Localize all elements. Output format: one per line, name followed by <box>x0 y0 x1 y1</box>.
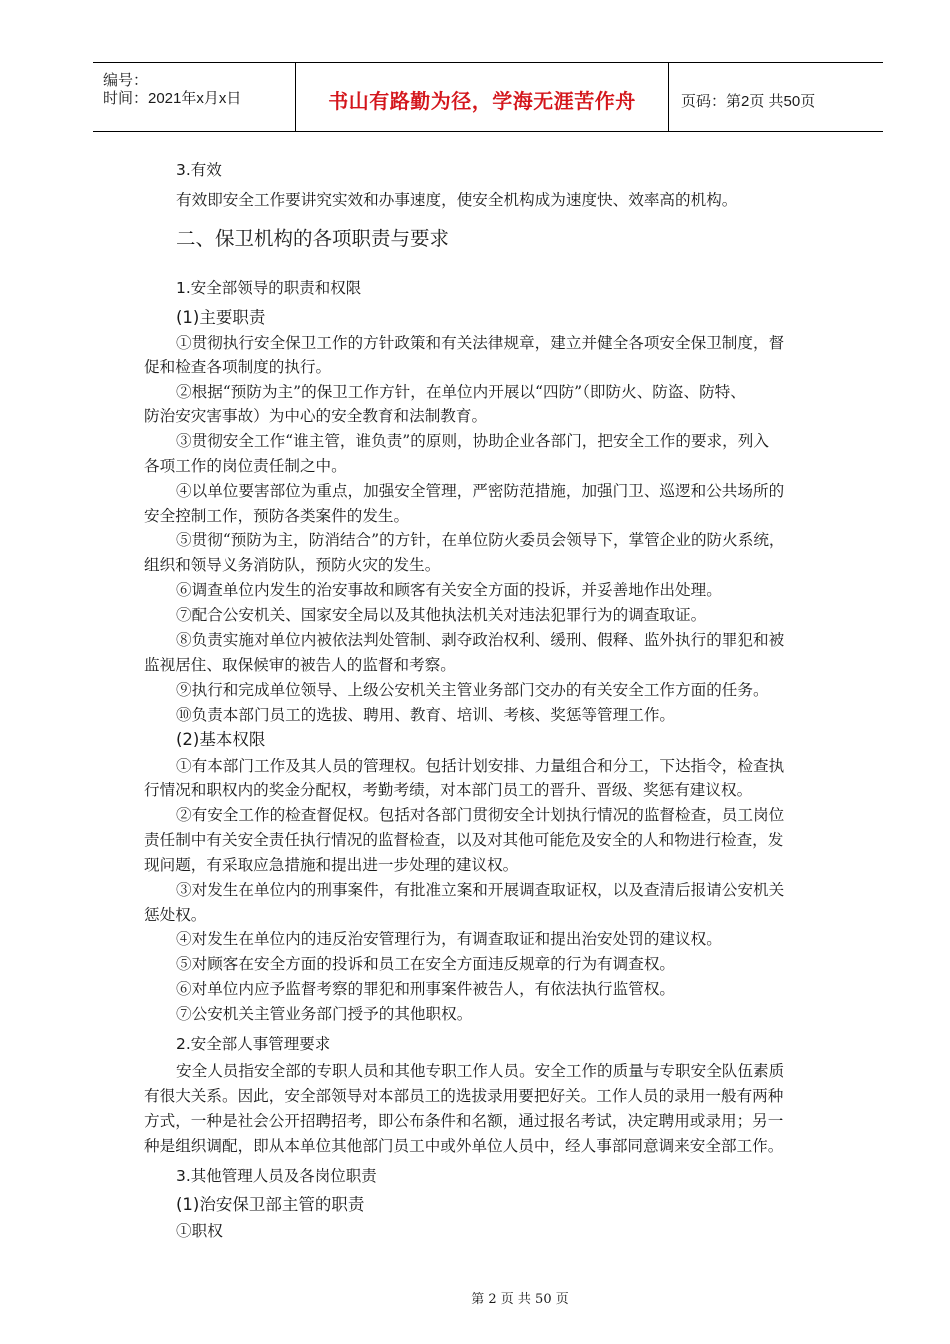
body-paragraph-line: 安全人员指安全部的专职人员和其他专职工作人员。安全工作的质量与专职安全队伍素质 <box>176 1062 785 1080</box>
body-paragraph-line: 有效即安全工作要讲究实效和办事速度，使安全机构成为速度快、效率高的机构。 <box>176 191 738 209</box>
header-info-cell <box>93 63 296 131</box>
body-paragraph-line: 防治安灾害事故）为中心的安全教育和法制教育。 <box>144 407 488 425</box>
body-paragraph-line: 各项工作的岗位责任制之中。 <box>144 457 347 475</box>
body-paragraph-line: ⑦配合公安机关、国家安全局以及其他执法机关对违法犯罪行为的调查取证。 <box>176 606 707 624</box>
body-paragraph-line: 行情况和职权内的奖金分配权，考勤考绩，对本部门员工的晋升、晋级、奖惩有建议权。 <box>144 781 753 799</box>
body-paragraph-line: ③贯彻安全工作“谁主管，谁负责”的原则，协助企业各部门，把安全工作的要求，列入 <box>176 432 769 450</box>
body-paragraph-line: 安全控制工作，预防各类案件的发生。 <box>144 507 410 525</box>
body-paragraph-line: ④以单位要害部位为重点，加强安全管理，严密防范措施，加强门卫、巡逻和公共场所的 <box>176 482 785 500</box>
page-footer <box>0 1288 950 1307</box>
subsection-heading: 3.有效 <box>176 161 222 179</box>
body-paragraph-line: ②有安全工作的检查督促权。包括对各部门贯彻安全计划执行情况的监督检查，员工岗位 <box>176 806 785 824</box>
body-paragraph-line: ④对发生在单位内的违反治安管理行为，有调查取证和提出治安处罚的建议权。 <box>176 930 722 948</box>
body-paragraph-line: ⑥调查单位内发生的治安事故和顾客有关安全方面的投诉，并妥善地作出处理。 <box>176 581 722 599</box>
body-paragraph-line: ①有本部门工作及其人员的管理权。包括计划安排、力量组合和分工，下达指令，检查执 <box>176 757 785 775</box>
subsection-heading: 2.安全部人事管理要求 <box>176 1035 331 1053</box>
body-paragraph-line: ⑨执行和完成单位领导、上级公安机关主管业务部门交办的有关安全工作方面的任务。 <box>176 681 769 699</box>
header-page-cell <box>669 63 883 131</box>
subsection-heading: (1)主要职责 <box>176 308 266 327</box>
header-motto: 书山有路勤为径，学海无涯苦作舟 <box>328 89 636 113</box>
subsection-heading: (1)治安保卫部主管的职责 <box>176 1195 365 1214</box>
body-paragraph-line: 方式，一种是社会公开招聘招考，即公布条件和名额，通过报名考试，决定聘用或录用；另一 <box>144 1112 784 1130</box>
body-paragraph-line: ⑤对顾客在安全方面的投诉和员工在安全方面违反规章的行为有调查权。 <box>176 955 676 973</box>
body-paragraph-line: 促和检查各项制度的执行。 <box>144 358 332 376</box>
subsection-heading: (2)基本权限 <box>176 730 266 749</box>
header-motto-cell <box>296 63 669 131</box>
header-page-number: 页码：第2页 共50页 <box>681 93 816 110</box>
subsection-heading: 1.安全部领导的职责和权限 <box>176 279 362 297</box>
section-heading: 二、保卫机构的各项职责与要求 <box>176 227 450 250</box>
footer-page-number: 第 2 页 共 50 页 <box>471 1292 569 1307</box>
body-paragraph-line: ⑥对单位内应予监督考察的罪犯和刑事案件被告人，有依法执行监管权。 <box>176 980 676 998</box>
body-paragraph-line: ①贯彻执行安全保卫工作的方针政策和有关法律规章，建立并健全各项安全保卫制度，督 <box>176 334 785 352</box>
document-time-label: 时间：2021年x月x日 <box>103 90 242 107</box>
body-paragraph-line: 惩处权。 <box>144 906 207 924</box>
body-paragraph-line: 组织和领导义务消防队，预防火灾的发生。 <box>144 556 441 574</box>
body-paragraph-line: ②根据“预防为主”的保卫工作方针，在单位内开展以“四防”（即防火、防盗、防特、 <box>176 383 746 401</box>
body-paragraph-line: 责任制中有关安全责任执行情况的监督检查，以及对其他可能危及安全的人和物进行检查，发 <box>144 831 784 849</box>
body-paragraph-line: ⑤贯彻“预防为主，防消结合”的方针，在单位防火委员会领导下，掌管企业的防火系统， <box>176 531 785 549</box>
subsection-heading: 3.其他管理人员及各岗位职责 <box>176 1167 377 1185</box>
body-paragraph-line: ⑧负责实施对单位内被依法判处管制、剥夺政治权利、缓刑、假释、监外执行的罪犯和被 <box>176 631 785 649</box>
body-paragraph-line: 监视居住、取保候审的被告人的监督和考察。 <box>144 656 456 674</box>
page-header <box>93 62 883 132</box>
body-paragraph-line: 有很大关系。因此，安全部领导对本部员工的选拔录用要把好关。工作人员的录用一般有两种 <box>144 1087 784 1105</box>
body-paragraph-line: 现问题，有采取应急措施和提出进一步处理的建议权。 <box>144 856 519 874</box>
body-paragraph-line: ③对发生在单位内的刑事案件，有批准立案和开展调查取证权，以及查清后报请公安机关 <box>176 881 785 899</box>
body-paragraph-line: ⑦公安机关主管业务部门授予的其他职权。 <box>176 1005 473 1023</box>
document-number-label: 编号： <box>103 72 149 89</box>
body-paragraph-line: 种是组织调配，即从本单位其他部门员工中或外单位人员中，经人事部同意调来安全部工作。 <box>144 1137 784 1155</box>
body-paragraph-line: ⑩负责本部门员工的选拔、聘用、教育、培训、考核、奖惩等管理工作。 <box>176 706 676 724</box>
body-paragraph-line: ①职权 <box>176 1222 223 1240</box>
